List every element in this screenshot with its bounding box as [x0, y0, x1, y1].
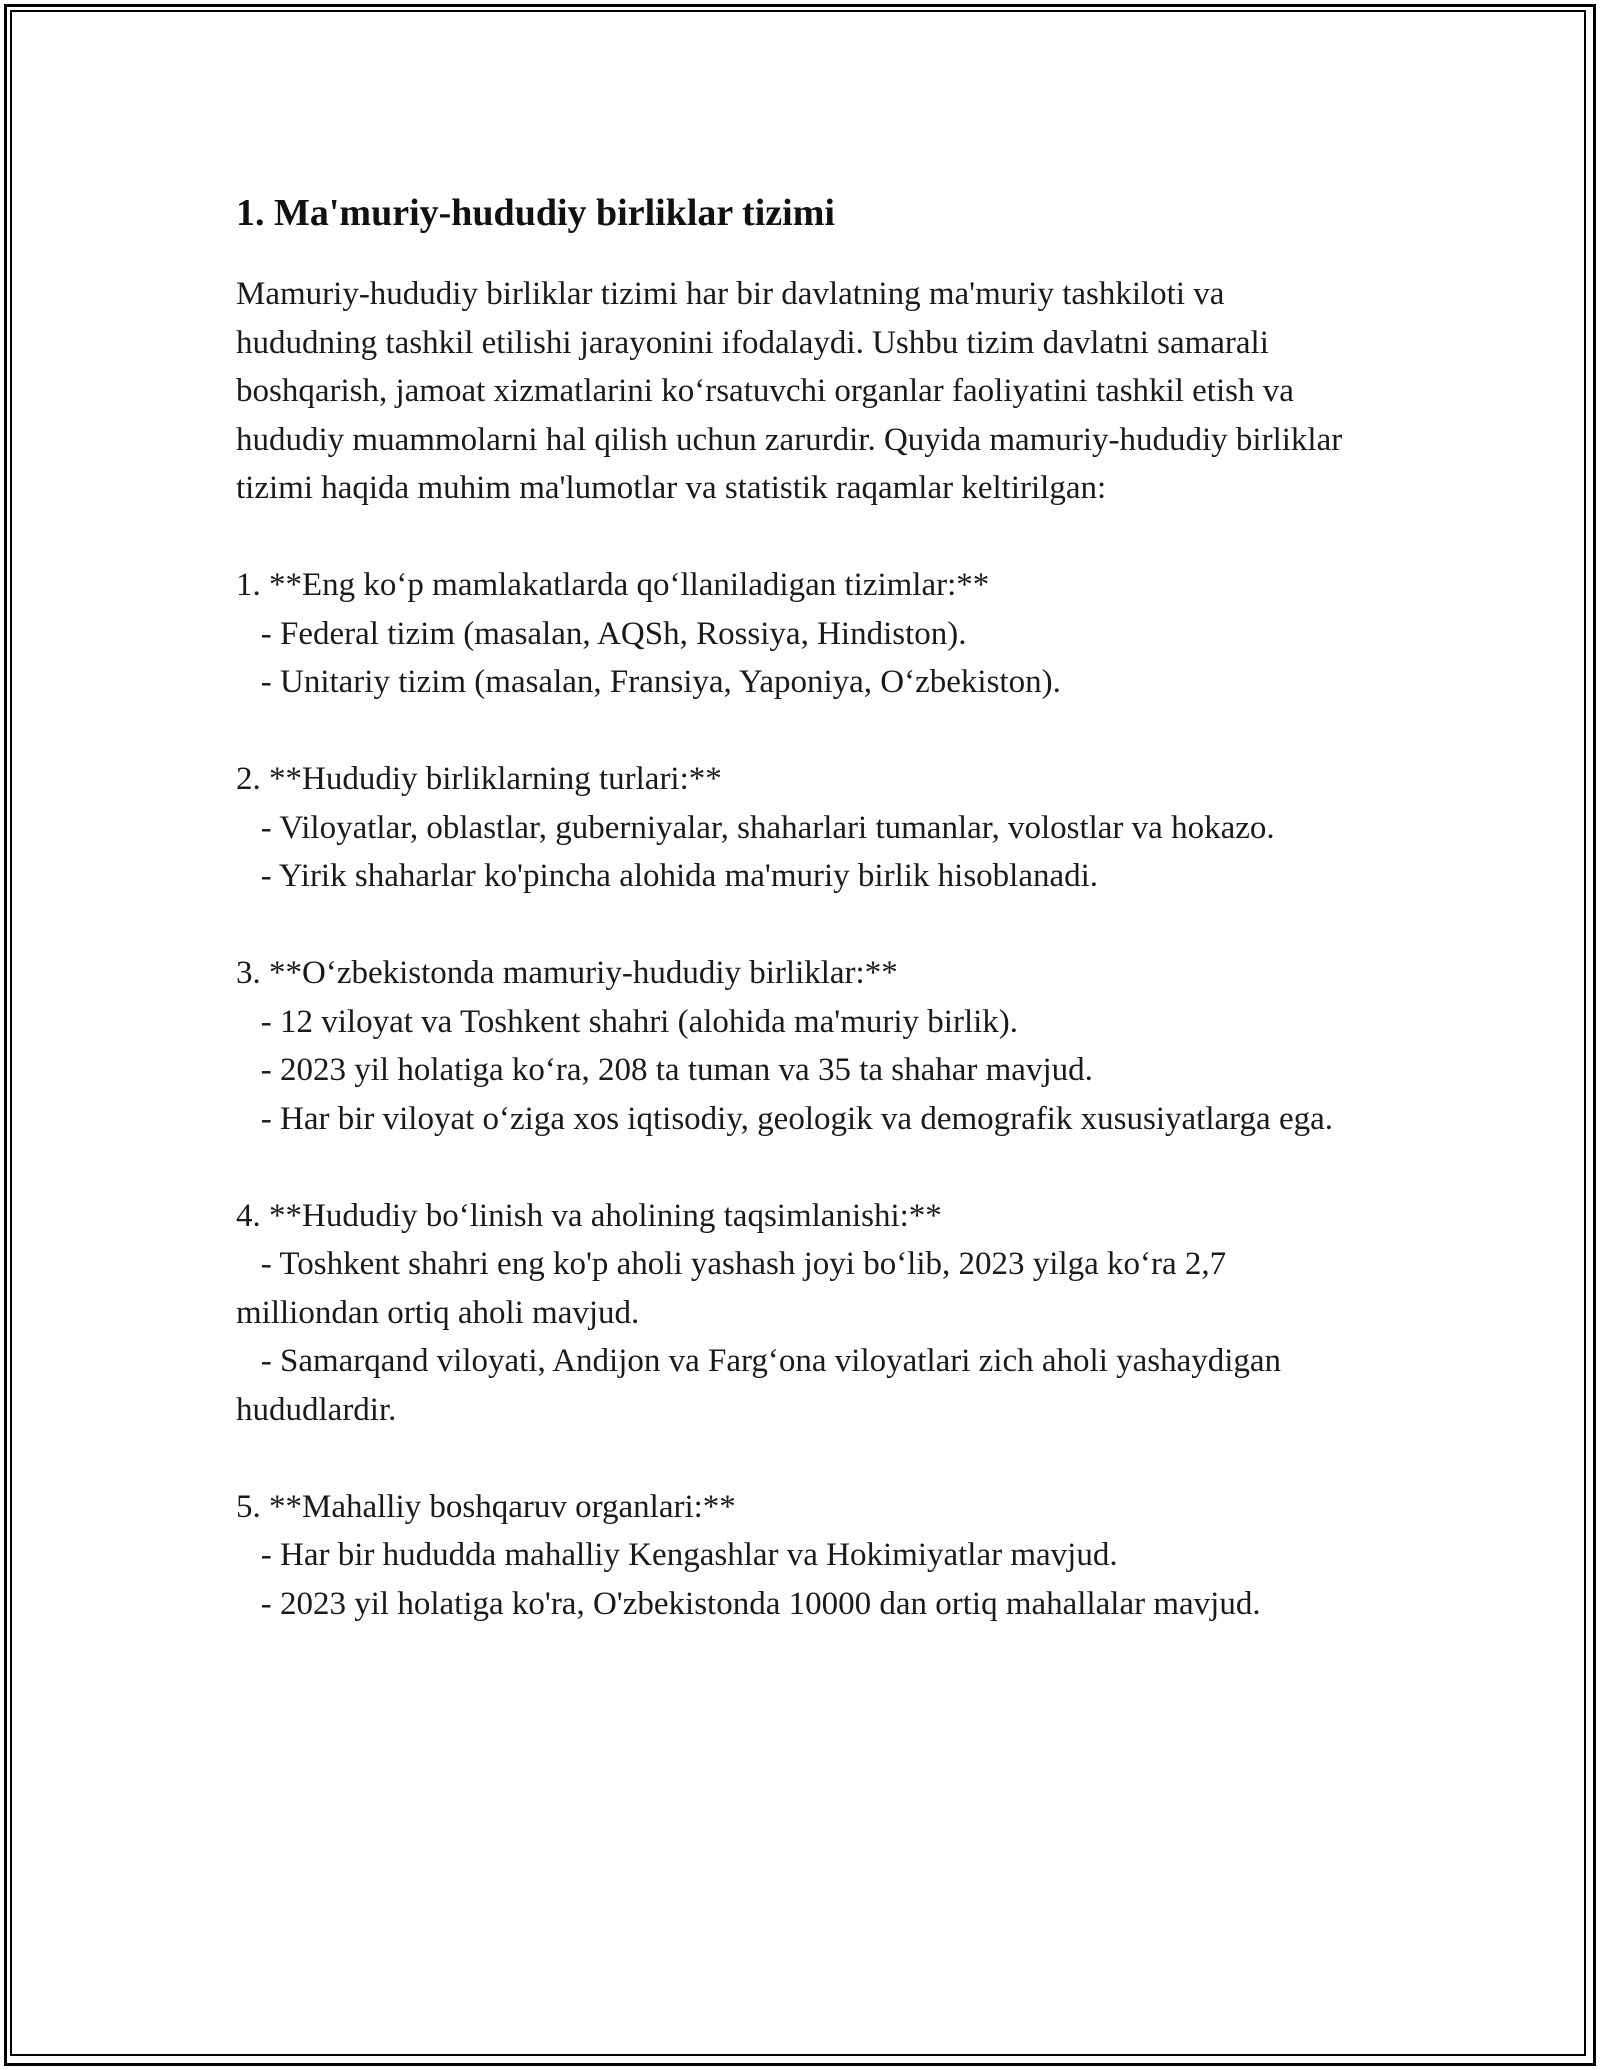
section-item: - 2023 yil holatiga ko'ra, O'zbekistonda 10000 dan ortiq mahallalar mavjud.: [236, 1585, 1261, 1622]
section-item: - 2023 yil holatiga ko‘ra, 208 ta tuman va 35 ta shahar mavjud.: [236, 1052, 1093, 1088]
document-title: 1. Ma'muriy-hududiy birliklar tizimi: [236, 192, 835, 234]
section-item: - Toshkent shahri eng ko'p aholi yashash joyi bo‘lib, 2023 yilga ko‘ra 2,7 milliondan ortiq aholi mavjud.: [236, 1246, 1235, 1331]
section-item: - Har bir hududda mahalliy Kengashlar va Hokimiyatlar mavjud.: [236, 1537, 1118, 1573]
section-heading: 4. **Hududiy bo‘linish va aholining taqsimlanishi:**: [236, 1197, 942, 1234]
section-heading: 2. **Hududiy birliklarning turlari:**: [236, 761, 722, 797]
section-5: [236, 1483, 1356, 1629]
section-3: [236, 949, 1356, 1143]
section-item: - Yirik shaharlar ko'pincha alohida ma'muriy birlik hisoblanadi.: [236, 858, 1099, 894]
section-item: - Har bir viloyat o‘ziga xos iqtisodiy, geologik va demografik xususiyatlarga ega.: [236, 1100, 1333, 1137]
document-body: [236, 186, 1356, 1628]
section-item: - Samarqand viloyati, Andijon va Farg‘ona viloyatlari zich aholi yashaydigan hududlardir.: [236, 1343, 1290, 1428]
section-item: - Unitariy tizim (masalan, Fransiya, Yaponiya, O‘zbekiston).: [236, 664, 1061, 700]
section-item: - 12 viloyat va Toshkent shahri (alohida ma'muriy birlik).: [236, 1003, 1019, 1040]
section-item: - Federal tizim (masalan, AQSh, Rossiya, Hindiston).: [236, 615, 967, 652]
section-heading: 3. **O‘zbekistonda mamuriy-hududiy birliklar:**: [236, 955, 898, 991]
section-4: [236, 1192, 1356, 1435]
section-item: - Viloyatlar, oblastlar, guberniyalar, shaharlari tumanlar, volostlar va hokazo.: [236, 809, 1275, 846]
intro-paragraph: Mamuriy-hududiy birliklar tizimi har bir davlatning ma'muriy tashkiloti va hududning tashkil etilishi jarayonini ifodalaydi. Ushbu tizim davlatni samarali boshqarish, jamoat xizmatlarini ko‘rsatuvchi organlar faoliyatini tashkil etish va hududiy muammolarni hal qilish uchun zarurdir. Quyida mamuriy-hududiy birliklar tizimi haqida muhim ma'lumotlar va statistik raqamlar keltirilgan:: [236, 276, 1343, 506]
section-1: [236, 561, 1356, 707]
section-2: [236, 755, 1356, 901]
section-heading: 1. **Eng ko‘p mamlakatlarda qo‘llaniladigan tizimlar:**: [236, 567, 990, 603]
section-heading: 5. **Mahalliy boshqaruv organlari:**: [236, 1488, 736, 1525]
